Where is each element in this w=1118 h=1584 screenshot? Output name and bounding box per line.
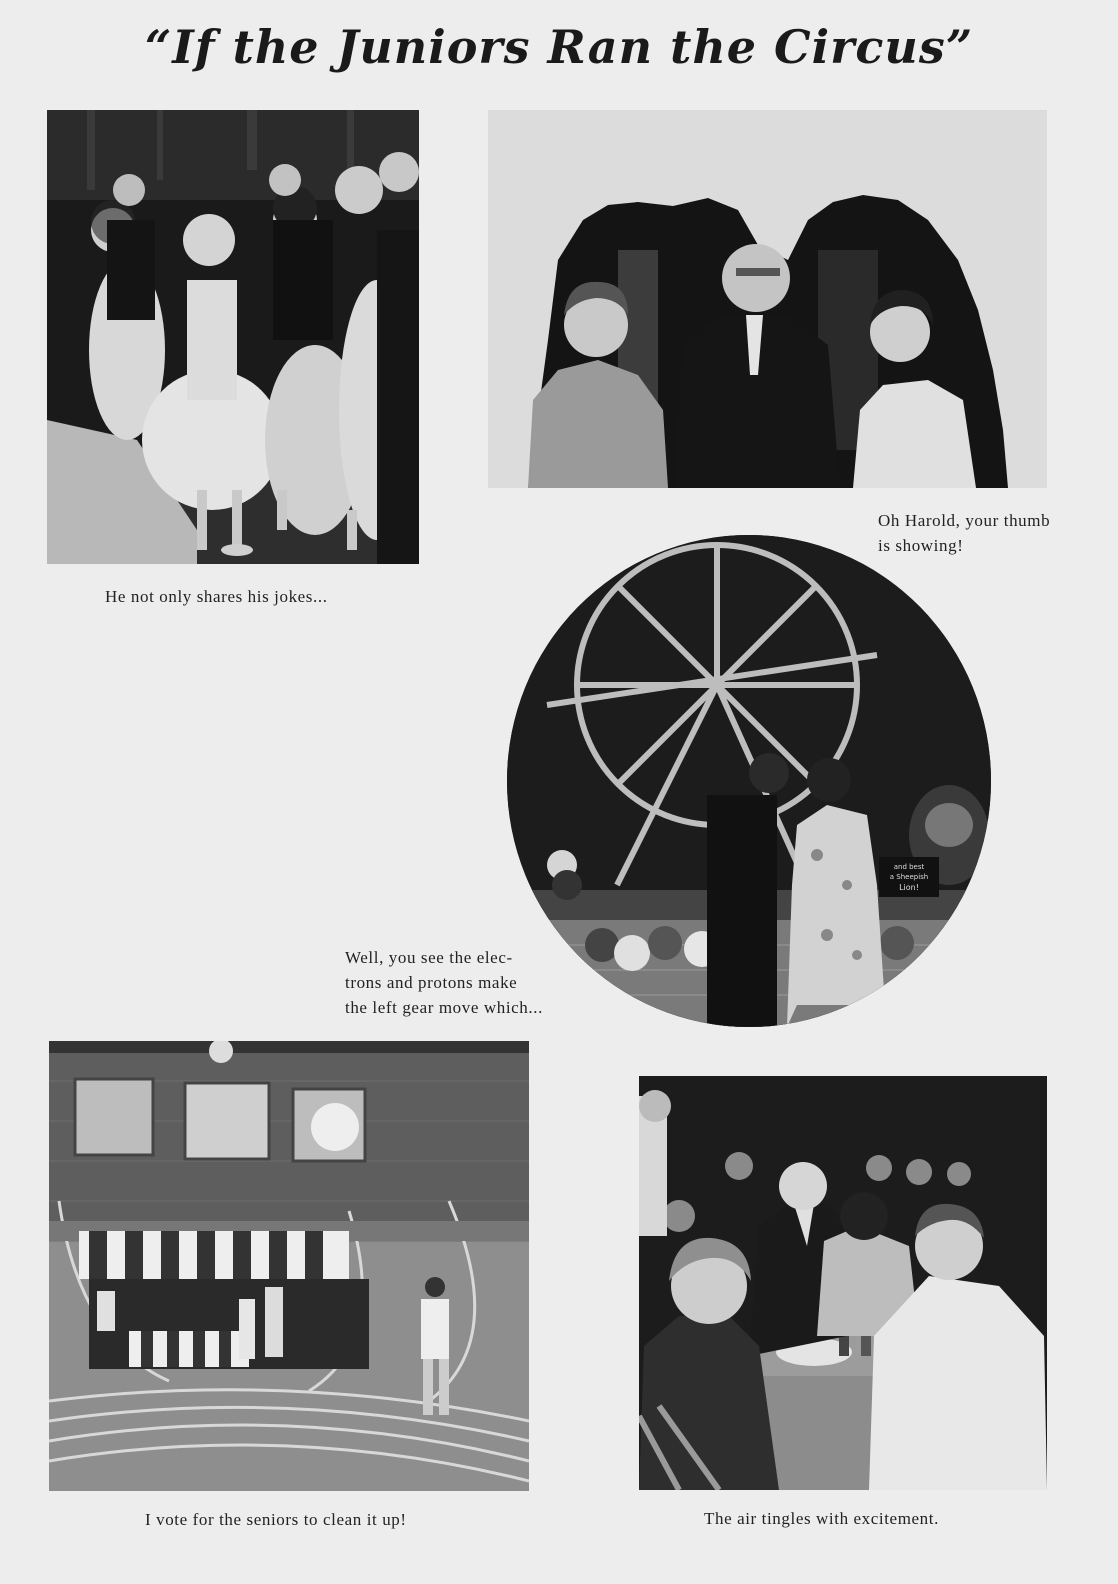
ferris-caption-line-2: trons and protons make bbox=[345, 973, 518, 992]
ferris-wheel-photo bbox=[507, 535, 991, 1027]
lion-sign-line-1: and best bbox=[893, 863, 925, 871]
ferris-caption-line-3: the left gear move which... bbox=[345, 998, 543, 1017]
page-title: “If the Juniors Ran the Circus” bbox=[144, 20, 974, 74]
lion-sign-line-2: a Sheepish bbox=[889, 873, 929, 881]
portrait-photo bbox=[488, 110, 1047, 488]
banquet-caption: The air tingles with excitement. bbox=[704, 1509, 939, 1528]
dance-photo bbox=[47, 110, 419, 564]
banquet-photo bbox=[639, 1076, 1047, 1490]
lion-sign-line-3: Lion! bbox=[899, 883, 919, 892]
dance-caption: He not only shares his jokes... bbox=[105, 587, 328, 606]
portrait-caption-line-2: is showing! bbox=[878, 536, 964, 555]
gym-decorations-photo bbox=[49, 1041, 529, 1491]
gym-caption: I vote for the seniors to clean it up! bbox=[145, 1510, 407, 1529]
portrait-caption-line-1: Oh Harold, your thumb bbox=[878, 511, 1051, 530]
ferris-caption-line-1: Well, you see the elec- bbox=[345, 948, 513, 967]
